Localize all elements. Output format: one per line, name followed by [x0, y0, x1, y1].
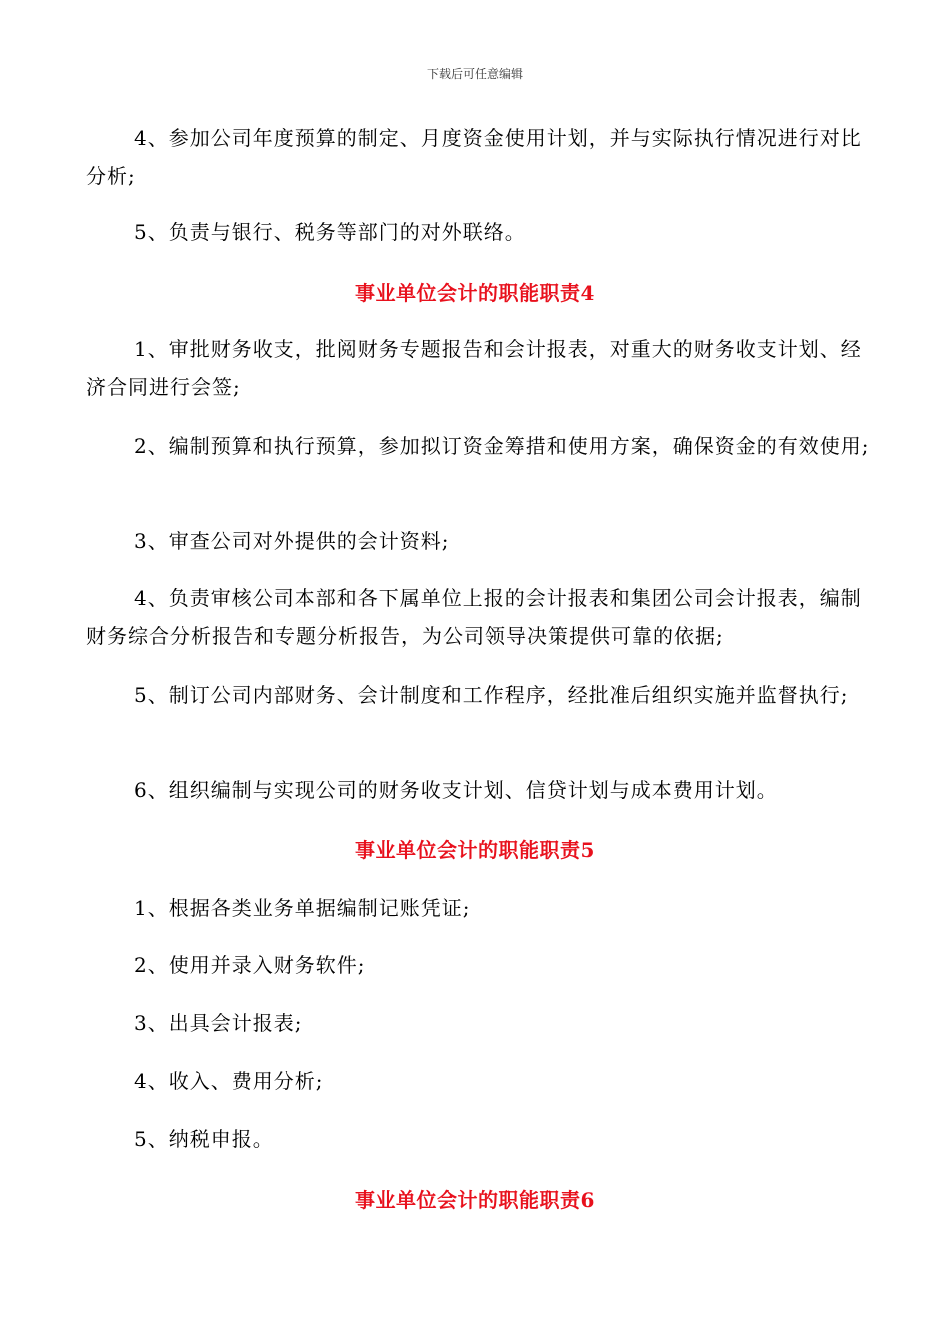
paragraph-item-5: 5、负责与银行、税务等部门的对外联络。	[134, 220, 526, 244]
section-title-4: 事业单位会计的职能职责4	[355, 281, 595, 305]
section4-item-3: 3、审查公司对外提供的会计资料;	[134, 529, 450, 553]
section4-item-1: 1、审批财务收支，批阅财务专题报告和会计报表，对重大的财务收支计划、经济合同进行会签;	[86, 337, 862, 399]
section5-item-4: 4、收入、费用分析;	[134, 1069, 324, 1093]
section5-item-3: 3、出具会计报表;	[134, 1011, 303, 1035]
paragraph-item-4: 4、参加公司年度预算的制定、月度资金使用计划，并与实际执行情况进行对比分析;	[86, 126, 862, 188]
section4-item-4: 4、负责审核公司本部和各下属单位上报的会计报表和集团公司会计报表，编制财务综合分析报告和专题分析报告，为公司领导决策提供可靠的依据;	[86, 586, 862, 648]
section5-item-5: 5、纳税申报。	[134, 1127, 274, 1151]
section-title-6: 事业单位会计的职能职责6	[355, 1188, 595, 1212]
header-note: 下载后可任意编辑	[426, 67, 523, 81]
section4-item-5: 5、制订公司内部财务、会计制度和工作程序，经批准后组织实施并监督执行;	[134, 683, 849, 707]
section5-item-2: 2、使用并录入财务软件;	[134, 953, 366, 977]
section-title-5: 事业单位会计的职能职责5	[355, 838, 595, 862]
section5-item-1: 1、根据各类业务单据编制记账凭证;	[134, 896, 471, 920]
section4-item-2: 2、编制预算和执行预算，参加拟订资金筹措和使用方案，确保资金的有效使用;	[134, 434, 870, 458]
section4-item-6: 6、组织编制与实现公司的财务收支计划、信贷计划与成本费用计划。	[134, 778, 778, 802]
